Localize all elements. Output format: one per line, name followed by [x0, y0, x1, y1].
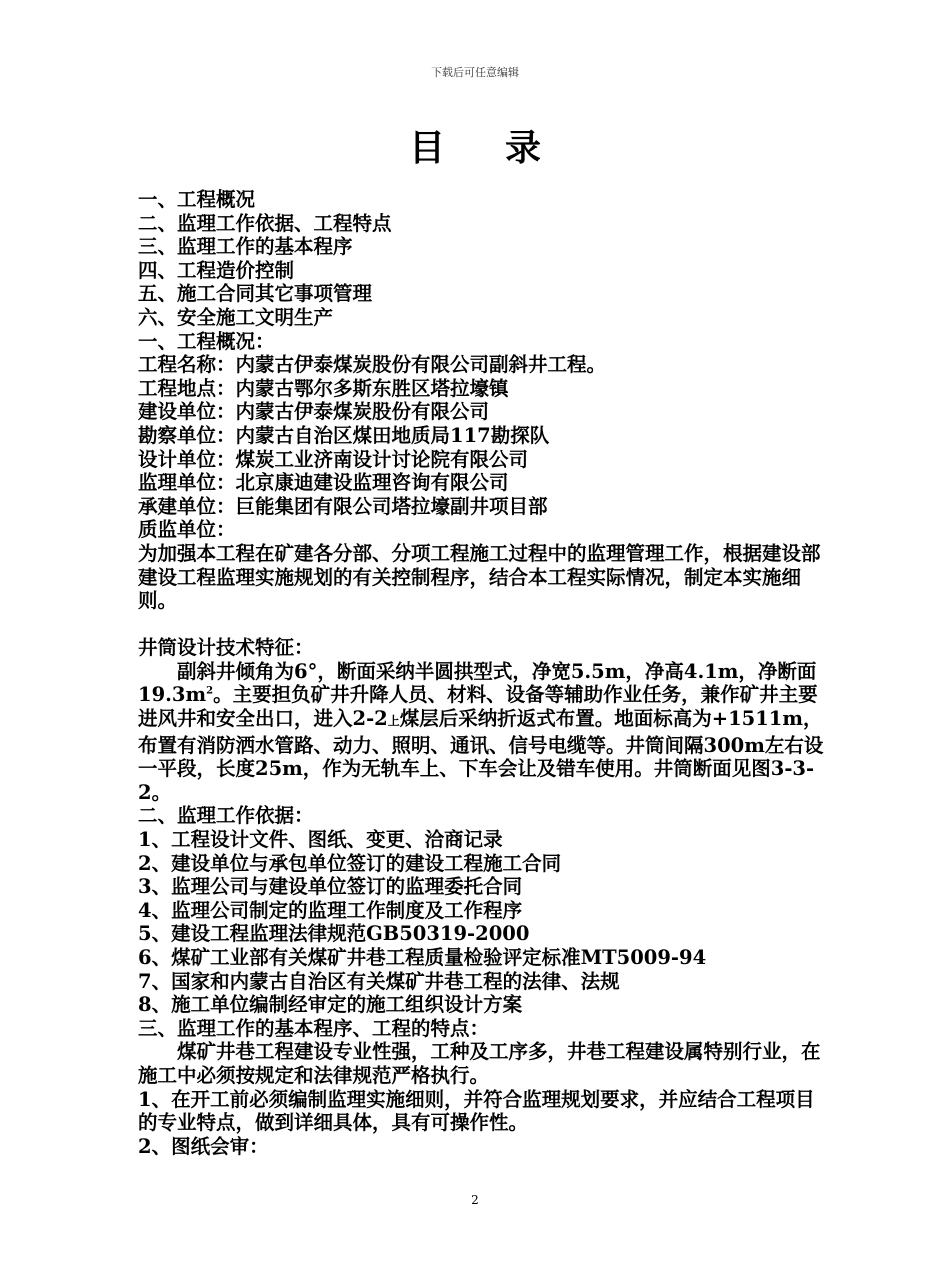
shaft-text-1: 副斜井倾角为6°，断面采纳半圆拱型式，净宽5.5m，净高4.1m，净断面19.3m — [138, 659, 817, 707]
page-header: 下载后可任意编辑 — [431, 66, 519, 79]
superscript: 2 — [206, 685, 214, 697]
section3-heading: 三、监理工作的基本程序、工程的特点： — [138, 1016, 490, 1040]
intro-paragraph: 为加强本工程在矿建各分部、分项工程施工过程中的监理管理工作，根据建设部建设工程监理实施规划的有关控制程序，结合本工程实际情况，制定本实施细则。 — [138, 541, 821, 613]
shaft-paragraph — [138, 660, 828, 805]
document-body — [138, 188, 828, 1158]
toc-list — [138, 188, 828, 330]
info-line: 工程名称：内蒙古伊泰煤炭股份有限公司副斜井工程。 — [138, 353, 607, 377]
toc-item: 四、工程造价控制 — [138, 258, 295, 282]
basis-item: 6、煤矿工业部有关煤矿井巷工程质量检验评定标准MT5009-94 — [138, 946, 707, 969]
basis-item: 5、建设工程监理法律规范GB50319-2000 — [138, 922, 530, 946]
info-line: 设计单位：煤炭工业济南设计讨论院有限公司 — [138, 447, 529, 471]
info-line: 质监单位： — [138, 518, 236, 542]
shaft-heading: 井筒设计技术特征： — [138, 636, 314, 660]
basis-list — [138, 828, 828, 1017]
project-info — [138, 353, 828, 542]
page-title: 目录 — [408, 127, 601, 169]
info-line: 勘察单位：内蒙古自治区煤田地质局117勘探队 — [138, 423, 550, 447]
info-line: 承建单位：巨能集团有限公司塔拉壕副井项目部 — [138, 494, 548, 518]
shaft-text-3: 煤层后采纳折返式布置。地面标高为+1511m，布置有消防洒水管路、动力、照明、通讯、信号电缆等。井筒间隔300m左右设一平段，长度25m，作为无轨车上、下车会让及错车使用。井筒断面见图3-3-2。 — [138, 707, 824, 804]
section2-heading: 二、监理工作依据： — [138, 804, 314, 828]
basis-item: 1、工程设计文件、图纸、变更、洽商记录 — [138, 828, 503, 852]
section3-paragraph: 煤矿井巷工程建设专业性强，工种及工序多，井巷工程建设属特别行业，在施工中必须按规定和法律规范严格执行。 — [138, 1040, 821, 1087]
section3-item: 1、在开工前必须编制监理实施细则，并符合监理规划要求，并应结合工程项目的专业特点，做到详细具体，具有可操作性。 — [138, 1087, 815, 1135]
info-line: 监理单位：北京康迪建设监理咨询有限公司 — [138, 471, 509, 495]
basis-item: 4、监理公司制定的监理工作制度及工作程序 — [138, 898, 523, 922]
toc-item: 二、监理工作依据、工程特点 — [138, 211, 392, 235]
shaft-text-2: 。主要担负矿井升降人员、材料、设备等辅助作业任务，兼作矿井主要进风井和安全出口，进入2-2 — [138, 683, 818, 731]
seam-suffix: 上 — [387, 714, 400, 729]
basis-item: 3、监理公司与建设单位签订的监理委托合同 — [138, 875, 523, 899]
toc-item: 六、安全施工文明生产 — [138, 305, 334, 329]
section1-heading: 一、工程概况： — [138, 329, 275, 353]
section3-item: 2、图纸会审： — [138, 1134, 269, 1158]
toc-item: 五、施工合同其它事项管理 — [138, 282, 373, 306]
info-line: 工程地点：内蒙古鄂尔多斯东胜区塔拉壕镇 — [138, 376, 509, 400]
basis-item: 7、国家和内蒙古自治区有关煤矿井巷工程的法律、法规 — [138, 969, 620, 993]
toc-item: 三、监理工作的基本程序 — [138, 235, 353, 259]
basis-item: 2、建设单位与承包单位签订的建设工程施工合同 — [138, 851, 562, 875]
basis-item: 8、施工单位编制经审定的施工组织设计方案 — [138, 993, 523, 1017]
info-line: 建设单位：内蒙古伊泰煤炭股份有限公司 — [138, 400, 490, 424]
blank-line — [138, 613, 828, 637]
toc-item: 一、工程概况 — [138, 188, 256, 211]
page-number: 2 — [471, 1193, 479, 1207]
